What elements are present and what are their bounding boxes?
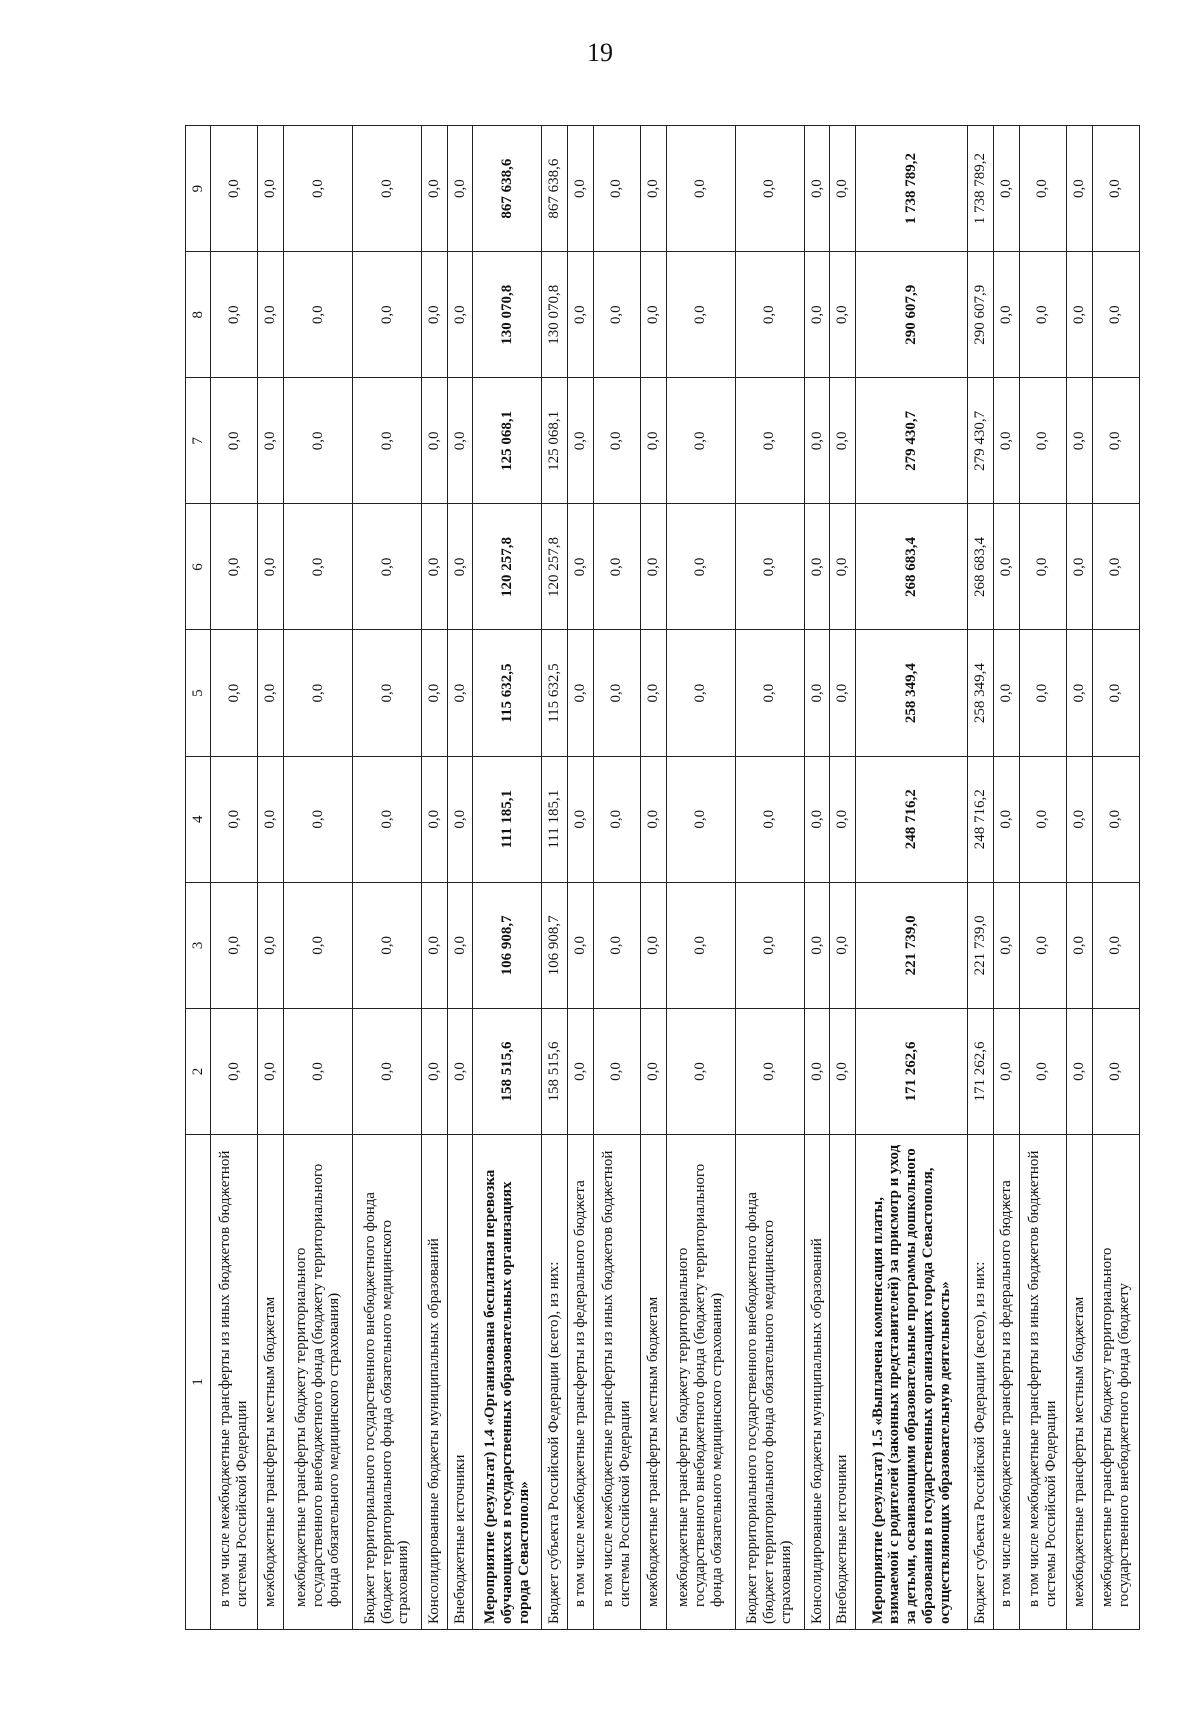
value-cell: 0,0 [593,126,640,252]
value-cell: 0,0 [1066,378,1092,504]
row-label: межбюджетные трансферты бюджету территориального государственного внебюджетного фонда (бюджету территориального фонда обязательного медицинского страхования) [283,1135,352,1630]
column-header: 4 [186,756,211,882]
value-cell: 0,0 [1019,1008,1066,1134]
value-cell: 0,0 [1066,252,1092,378]
table-row [567,126,593,1630]
value-cell: 0,0 [283,1008,352,1134]
value-cell: 0,0 [447,756,473,882]
value-cell: 0,0 [593,504,640,630]
value-cell: 0,0 [447,630,473,756]
value-cell: 0,0 [804,252,830,378]
column-header: 5 [186,630,211,756]
value-cell: 0,0 [353,756,422,882]
value-cell: 290 607,9 [968,252,994,378]
value-cell: 0,0 [804,1008,830,1134]
value-cell: 268 683,4 [855,504,968,630]
table-row [283,126,352,1630]
value-cell: 0,0 [830,252,856,378]
value-cell: 867 638,6 [473,126,542,252]
value-cell: 0,0 [567,504,593,630]
value-cell: 0,0 [993,756,1019,882]
table-row [542,126,568,1630]
value-cell: 0,0 [640,882,666,1008]
value-cell: 0,0 [447,1008,473,1134]
value-cell: 0,0 [830,126,856,252]
value-cell: 0,0 [1092,252,1139,378]
value-cell: 0,0 [567,1008,593,1134]
table-row [855,126,968,1630]
row-label: в том числе межбюджетные трансферты из иных бюджетов бюджетной системы Российской Федерации [211,1135,258,1630]
page-number: 19 [587,38,613,67]
value-cell: 0,0 [283,630,352,756]
column-number-row [186,126,211,1630]
value-cell: 0,0 [283,882,352,1008]
value-cell: 171 262,6 [855,1008,968,1134]
value-cell: 221 739,0 [855,882,968,1008]
value-cell: 0,0 [1019,504,1066,630]
value-cell: 0,0 [567,882,593,1008]
value-cell: 1 738 789,2 [855,126,968,252]
value-cell: 0,0 [567,252,593,378]
value-cell: 0,0 [640,630,666,756]
value-cell: 0,0 [804,504,830,630]
row-label: в том числе межбюджетные трансферты из иных бюджетов бюджетной системы Российской Федерации [593,1135,640,1630]
value-cell: 0,0 [804,630,830,756]
table-row [735,126,804,1630]
value-cell: 268 683,4 [968,504,994,630]
value-cell: 0,0 [666,504,735,630]
value-cell: 0,0 [830,378,856,504]
column-header: 7 [186,378,211,504]
value-cell: 0,0 [1019,756,1066,882]
table-row [1019,126,1066,1630]
value-cell: 0,0 [593,756,640,882]
value-cell: 0,0 [1066,1008,1092,1134]
table-row [830,126,856,1630]
column-header: 6 [186,504,211,630]
value-cell: 0,0 [830,756,856,882]
value-cell: 0,0 [258,630,284,756]
value-cell: 0,0 [640,378,666,504]
row-label: Бюджет территориального государственного внебюджетного фонда (бюджет территориального фонда обязательного медицинского страхования) [353,1135,422,1630]
value-cell: 0,0 [1092,504,1139,630]
value-cell: 0,0 [993,882,1019,1008]
value-cell: 0,0 [211,378,258,504]
value-cell: 106 908,7 [542,882,568,1008]
value-cell: 171 262,6 [968,1008,994,1134]
table-row [258,126,284,1630]
value-cell: 0,0 [422,126,448,252]
value-cell: 0,0 [1092,756,1139,882]
value-cell: 0,0 [258,882,284,1008]
value-cell: 0,0 [735,252,804,378]
value-cell: 0,0 [640,126,666,252]
value-cell: 279 430,7 [855,378,968,504]
table-row [473,126,542,1630]
value-cell: 0,0 [666,1008,735,1134]
value-cell: 0,0 [640,504,666,630]
value-cell: 120 257,8 [473,504,542,630]
value-cell: 0,0 [1066,756,1092,882]
value-cell: 0,0 [666,630,735,756]
value-cell: 0,0 [593,378,640,504]
row-label: Внебюджетные источники [447,1135,473,1630]
value-cell: 0,0 [258,504,284,630]
value-cell: 0,0 [1092,126,1139,252]
value-cell: 0,0 [666,756,735,882]
value-cell: 0,0 [804,378,830,504]
value-cell: 0,0 [735,504,804,630]
value-cell: 0,0 [640,1008,666,1134]
row-label: Бюджет субъекта Российской Федерации (всего), из них: [542,1135,568,1630]
value-cell: 0,0 [593,1008,640,1134]
row-label: Мероприятие (результат) 1.5 «Выплачена компенсация платы, взимаемой с родителей (законных представителей) за присмотр и уход за детьми, осваивающими образовательные программы дошкольного образования в государственных организациях города Севастополя, осуществляющих образовательную деятельность» [855,1135,968,1630]
value-cell: 0,0 [993,504,1019,630]
value-cell: 0,0 [422,1008,448,1134]
value-cell: 0,0 [567,378,593,504]
value-cell: 0,0 [283,252,352,378]
value-cell: 0,0 [1092,1008,1139,1134]
row-label: в том числе межбюджетные трансферты из федерального бюджета [567,1135,593,1630]
value-cell: 158 515,6 [542,1008,568,1134]
value-cell: 120 257,8 [542,504,568,630]
table-row [666,126,735,1630]
value-cell: 0,0 [640,756,666,882]
value-cell: 0,0 [1019,378,1066,504]
value-cell: 0,0 [353,504,422,630]
value-cell: 0,0 [567,756,593,882]
value-cell: 0,0 [422,630,448,756]
row-label: Внебюджетные источники [830,1135,856,1630]
value-cell: 0,0 [211,756,258,882]
table-row [422,126,448,1630]
value-cell: 0,0 [1066,630,1092,756]
row-label: Мероприятие (результат) 1.4 «Организована бесплатная перевозка обучающихся в государственных образовательных организациях города Севастополя» [473,1135,542,1630]
value-cell: 0,0 [666,378,735,504]
table-row [1066,126,1092,1630]
value-cell: 0,0 [211,1008,258,1134]
value-cell: 258 349,4 [855,630,968,756]
value-cell: 0,0 [422,378,448,504]
value-cell: 0,0 [1066,504,1092,630]
value-cell: 0,0 [735,378,804,504]
value-cell: 0,0 [447,126,473,252]
value-cell: 0,0 [447,882,473,1008]
value-cell: 248 716,2 [968,756,994,882]
value-cell: 0,0 [735,1008,804,1134]
value-cell: 0,0 [666,882,735,1008]
value-cell: 0,0 [353,1008,422,1134]
value-cell: 0,0 [735,756,804,882]
value-cell: 0,0 [1066,126,1092,252]
value-cell: 0,0 [830,882,856,1008]
value-cell: 0,0 [666,252,735,378]
table-row [353,126,422,1630]
value-cell: 0,0 [447,504,473,630]
value-cell: 0,0 [353,630,422,756]
row-label: межбюджетные трансферты местным бюджетам [640,1135,666,1630]
value-cell: 0,0 [804,882,830,1008]
table-row [447,126,473,1630]
value-cell: 0,0 [258,756,284,882]
value-cell: 0,0 [593,252,640,378]
value-cell: 0,0 [353,378,422,504]
value-cell: 0,0 [735,882,804,1008]
table-row [1092,126,1139,1630]
value-cell: 0,0 [211,882,258,1008]
table-row [804,126,830,1630]
table-viewport [185,125,1140,1630]
value-cell: 0,0 [1066,882,1092,1008]
value-cell: 0,0 [1092,378,1139,504]
table-row [993,126,1019,1630]
value-cell: 0,0 [258,1008,284,1134]
value-cell: 0,0 [640,252,666,378]
value-cell: 279 430,7 [968,378,994,504]
value-cell: 0,0 [211,630,258,756]
value-cell: 0,0 [804,756,830,882]
value-cell: 221 739,0 [968,882,994,1008]
value-cell: 0,0 [993,630,1019,756]
value-cell: 0,0 [258,252,284,378]
column-header: 8 [186,252,211,378]
value-cell: 0,0 [993,1008,1019,1134]
value-cell: 0,0 [353,126,422,252]
value-cell: 0,0 [735,126,804,252]
value-cell: 0,0 [830,630,856,756]
table-row [640,126,666,1630]
table-row [211,126,258,1630]
value-cell: 0,0 [283,504,352,630]
budget-table [185,125,1140,1630]
value-cell: 290 607,9 [855,252,968,378]
value-cell: 0,0 [1092,882,1139,1008]
value-cell: 0,0 [422,756,448,882]
value-cell: 0,0 [1019,630,1066,756]
value-cell: 0,0 [1092,630,1139,756]
value-cell: 158 515,6 [473,1008,542,1134]
rotated-table-container [185,125,1140,1630]
value-cell: 130 070,8 [473,252,542,378]
table-body [211,126,1140,1630]
value-cell: 0,0 [283,756,352,882]
value-cell: 0,0 [830,504,856,630]
value-cell: 0,0 [211,252,258,378]
value-cell: 0,0 [830,1008,856,1134]
value-cell: 0,0 [567,126,593,252]
row-label: межбюджетные трансферты местным бюджетам [258,1135,284,1630]
value-cell: 0,0 [735,630,804,756]
value-cell: 125 068,1 [542,378,568,504]
value-cell: 1 738 789,2 [968,126,994,252]
value-cell: 0,0 [283,378,352,504]
value-cell: 0,0 [422,882,448,1008]
value-cell: 0,0 [258,378,284,504]
value-cell: 111 185,1 [473,756,542,882]
value-cell: 0,0 [804,126,830,252]
row-label: Консолидированные бюджеты муниципальных образований [422,1135,448,1630]
row-label: в том числе межбюджетные трансферты из иных бюджетов бюджетной системы Российской Федерации [1019,1135,1066,1630]
row-label: Консолидированные бюджеты муниципальных образований [804,1135,830,1630]
value-cell: 111 185,1 [542,756,568,882]
column-header: 9 [186,126,211,252]
value-cell: 115 632,5 [473,630,542,756]
value-cell: 0,0 [211,126,258,252]
value-cell: 0,0 [447,378,473,504]
value-cell: 0,0 [993,378,1019,504]
value-cell: 0,0 [422,252,448,378]
value-cell: 0,0 [593,630,640,756]
row-label: межбюджетные трансферты местным бюджетам [1066,1135,1092,1630]
table-row [968,126,994,1630]
value-cell: 0,0 [422,504,448,630]
value-cell: 115 632,5 [542,630,568,756]
value-cell: 0,0 [1019,252,1066,378]
column-header: 3 [186,882,211,1008]
column-header: 1 [186,1135,211,1630]
row-label: Бюджет территориального государственного внебюджетного фонда (бюджет территориального фонда обязательного медицинского страхования) [735,1135,804,1630]
value-cell: 0,0 [1019,126,1066,252]
value-cell: 106 908,7 [473,882,542,1008]
value-cell: 0,0 [567,630,593,756]
value-cell: 0,0 [258,126,284,252]
value-cell: 0,0 [993,126,1019,252]
value-cell: 0,0 [993,252,1019,378]
row-label: Бюджет субъекта Российской Федерации (всего), из них: [968,1135,994,1630]
row-label: в том числе межбюджетные трансферты из федерального бюджета [993,1135,1019,1630]
value-cell: 248 716,2 [855,756,968,882]
value-cell: 0,0 [447,252,473,378]
value-cell: 0,0 [211,504,258,630]
value-cell: 0,0 [353,882,422,1008]
value-cell: 0,0 [593,882,640,1008]
value-cell: 0,0 [353,252,422,378]
row-label: межбюджетные трансферты бюджету территориального государственного внебюджетного фонда (бюджету [1092,1135,1139,1630]
table-row [593,126,640,1630]
row-label: межбюджетные трансферты бюджету территориального государственного внебюджетного фонда (бюджету территориального фонда обязательного медицинского страхования) [666,1135,735,1630]
value-cell: 0,0 [1019,882,1066,1008]
value-cell: 867 638,6 [542,126,568,252]
value-cell: 125 068,1 [473,378,542,504]
value-cell: 258 349,4 [968,630,994,756]
column-header: 2 [186,1008,211,1134]
value-cell: 130 070,8 [542,252,568,378]
value-cell: 0,0 [666,126,735,252]
value-cell: 0,0 [283,126,352,252]
